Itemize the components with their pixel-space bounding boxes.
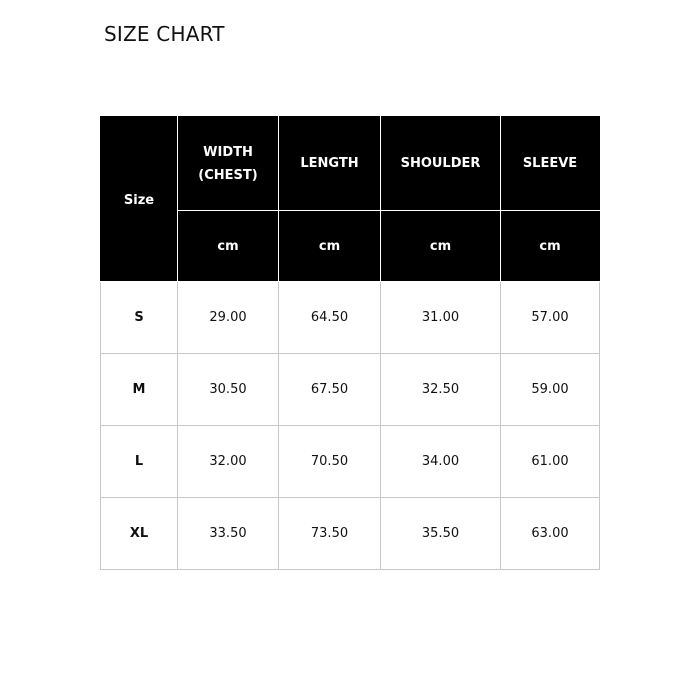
- sleeve-value: 61.00: [501, 426, 600, 498]
- shoulder-value: 32.50: [381, 354, 501, 426]
- sleeve-value: 59.00: [501, 354, 600, 426]
- header-row: [101, 117, 600, 211]
- width-unit-label: cm: [178, 211, 279, 282]
- size-column-header: Size: [101, 117, 178, 282]
- length-value: 64.50: [279, 282, 381, 354]
- shoulder-value: 34.00: [381, 426, 501, 498]
- table-row: [101, 498, 600, 570]
- sleeve-value: 63.00: [501, 498, 600, 570]
- page-title: SIZE CHART: [104, 22, 225, 46]
- shoulder-value: 31.00: [381, 282, 501, 354]
- length-unit-label: cm: [279, 211, 381, 282]
- size-chart-table: [100, 116, 600, 570]
- table-row: [101, 354, 600, 426]
- width-value: 30.50: [178, 354, 279, 426]
- sleeve-value: 57.00: [501, 282, 600, 354]
- size-label: XL: [101, 498, 178, 570]
- sleeve-unit-label: cm: [501, 211, 600, 282]
- width-value: 29.00: [178, 282, 279, 354]
- width-chest-column-header: WIDTH (CHEST): [178, 117, 279, 211]
- shoulder-unit-label: cm: [381, 211, 501, 282]
- width-value: 33.50: [178, 498, 279, 570]
- shoulder-column-header: SHOULDER: [381, 117, 501, 211]
- sleeve-column-header: SLEEVE: [501, 117, 600, 211]
- shoulder-value: 35.50: [381, 498, 501, 570]
- size-label: L: [101, 426, 178, 498]
- length-column-header: LENGTH: [279, 117, 381, 211]
- size-label: S: [101, 282, 178, 354]
- length-value: 73.50: [279, 498, 381, 570]
- width-value: 32.00: [178, 426, 279, 498]
- size-label: M: [101, 354, 178, 426]
- length-value: 70.50: [279, 426, 381, 498]
- table-row: [101, 426, 600, 498]
- length-value: 67.50: [279, 354, 381, 426]
- table-row: [101, 282, 600, 354]
